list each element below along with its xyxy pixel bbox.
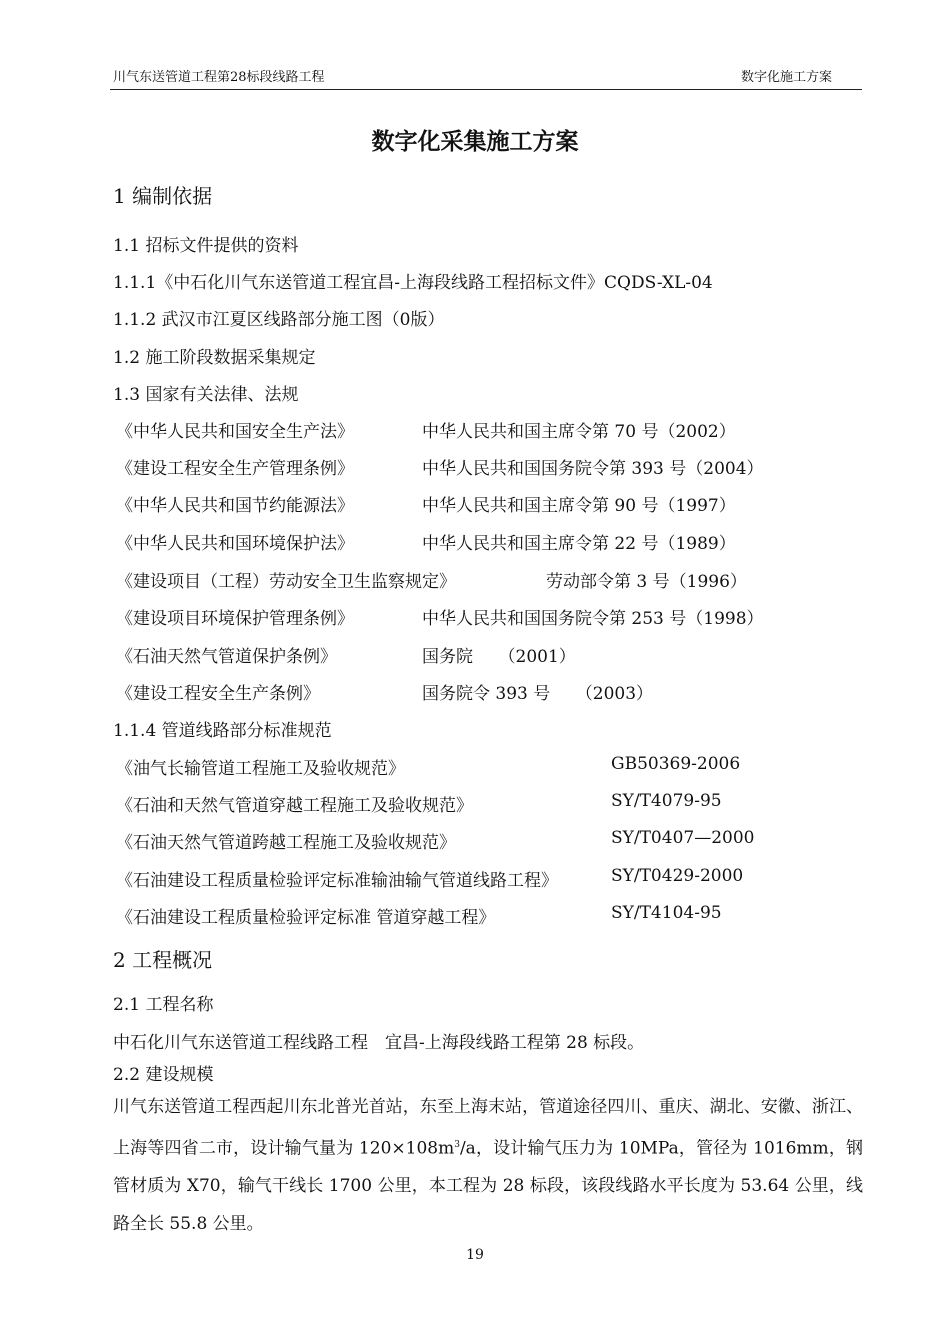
section-2-2: 2.2 建设规模 <box>113 1065 214 1085</box>
standard-name: 《石油建设工程质量检验评定标准 管道穿越工程》 <box>116 908 496 928</box>
section-1-1: 1.1 招标文件提供的资料 <box>113 236 299 256</box>
law-name: 《中华人民共和国环境保护法》 <box>116 534 354 554</box>
scale-text-1: 川气东送管道工程西起川东北普光首站，东至上海末站，管道途径四川、重庆、湖北、安徽、浙江、上海等四省二市，设计输气量为 120×108m <box>113 1097 863 1159</box>
running-header-right: 数字化施工方案 <box>740 70 832 85</box>
law-name: 《建设工程安全生产管理条例》 <box>116 459 354 479</box>
standard-code: SY/T4079-95 <box>611 791 722 811</box>
law-ref: 国务院令 393 号 （2003） <box>422 684 654 704</box>
law-ref: 中华人民共和国国务院令第 393 号（2004） <box>422 459 764 479</box>
section-2-heading: 2 工程概况 <box>113 948 213 972</box>
law-ref: 国务院 （2001） <box>422 647 576 667</box>
law-name: 《建设项目环境保护管理条例》 <box>116 609 354 629</box>
standard-code: SY/T4104-95 <box>611 903 722 923</box>
law-name: 《石油天然气管道保护条例》 <box>116 647 337 667</box>
law-ref: 劳动部令第 3 号（1996） <box>546 572 747 592</box>
standard-name: 《石油建设工程质量检验评定标准输油输气管道线路工程》 <box>116 871 558 891</box>
section-1-1-1: 1.1.1《中石化川气东送管道工程宜昌-上海段线路工程招标文件》CQDS-XL-04 <box>113 273 713 293</box>
standard-code: GB50369-2006 <box>611 754 741 774</box>
project-name: 中石化川气东送管道工程线路工程 宜昌-上海段线路工程第 28 标段。 <box>113 1033 645 1053</box>
standard-code: SY/T0407—2000 <box>611 828 755 848</box>
page-number: 19 <box>466 1247 484 1263</box>
standard-name: 《油气长输管道工程施工及验收规范》 <box>116 759 405 779</box>
law-name: 《建设工程安全生产条例》 <box>116 684 320 704</box>
standard-code: SY/T0429-2000 <box>611 866 744 886</box>
scale-paragraph <box>113 1089 863 1243</box>
section-1-1-4: 1.1.4 管道线路部分标准规范 <box>113 721 332 741</box>
section-1-1-2: 1.1.2 武汉市江夏区线路部分施工图（0版） <box>113 310 445 330</box>
law-ref: 中华人民共和国主席令第 70 号（2002） <box>422 422 736 442</box>
law-name: 《中华人民共和国节约能源法》 <box>116 496 354 516</box>
document-title: 数字化采集施工方案 <box>371 128 579 155</box>
section-2-1: 2.1 工程名称 <box>113 995 214 1015</box>
section-1-2: 1.2 施工阶段数据采集规定 <box>113 348 316 368</box>
standard-name: 《石油天然气管道跨越工程施工及验收规范》 <box>116 833 456 853</box>
section-1-heading: 1 编制依据 <box>113 184 213 208</box>
law-name: 《中华人民共和国安全生产法》 <box>116 422 354 442</box>
scale-sup: 3 <box>454 1139 460 1150</box>
scale-text-2: /a，设计输气压力为 10MPa，管径为 1016mm，钢管材质为 X70，输气干线长 1700 公里，本工程为 28 标段，该段线路水平长度为 53.64 公里，线路全长 55.8 公里。 <box>113 1138 863 1234</box>
standard-name: 《石油和天然气管道穿越工程施工及验收规范》 <box>116 796 473 816</box>
law-ref: 中华人民共和国主席令第 90 号（1997） <box>422 496 736 516</box>
law-ref: 中华人民共和国主席令第 22 号（1989） <box>422 534 736 554</box>
law-name: 《建设项目（工程）劳动安全卫生监察规定》 <box>116 572 456 592</box>
header-rule <box>110 89 862 90</box>
section-1-3: 1.3 国家有关法律、法规 <box>113 385 299 405</box>
law-ref: 中华人民共和国国务院令第 253 号（1998） <box>422 609 764 629</box>
running-header-left: 川气东送管道工程第28标段线路工程 <box>113 70 325 85</box>
